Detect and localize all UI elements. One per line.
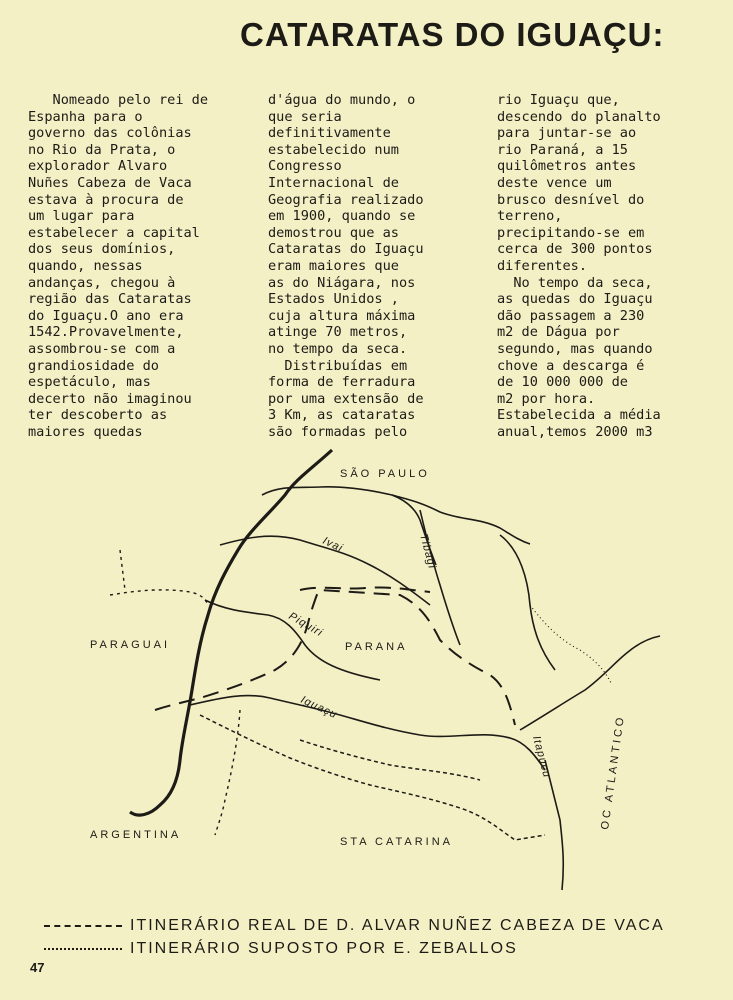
label-ivai: Ivai — [320, 534, 345, 555]
label-oc-atlantico: OC ATLANTICO — [599, 714, 628, 831]
article-column-3: rio Iguaçu que, descendo do planalto para juntar-se ao rio Paraná, a 15 quilômetros antes deste vence um brusco desnível do terreno, precipitando-se em cerca de 300 pontos diferentes. No tempo da seca, as quedas do Iguaçu dão passagem a 230 m2 de Dágua por segundo, mas quando chove a descarga é de 10 000 000 de m2 por hora. Estabelecida a média anual,temos 2000 m3 — [497, 92, 661, 440]
dashed-line-symbol — [44, 925, 122, 927]
legend-label: ITINERÁRIO REAL DE D. ALVAR NUÑEZ CABEZA DE VACA — [130, 917, 665, 934]
legend-real-itinerary — [44, 917, 665, 937]
paraguai-border — [110, 590, 208, 605]
parana-river-line — [130, 450, 332, 815]
map-of-parana-region — [0, 440, 733, 910]
article-column-1: Nomeado pelo rei de Espanha para o governo das colônias no Rio da Prata, o explorador Alvaro Nuñes Cabeza de Vaca estava à procura de um lugar para estabelecer a capital dos seus domínios, quando, nessas andanças, chegou à região das Cataratas do Iguaçu.O ano era 1542.Provavelmente, assombrou-se com a grandiosidade do espetáculo, mas decerto não imaginou ter descoberto as maiores quedas — [28, 92, 209, 440]
label-iguacu: Iguaçu — [298, 693, 340, 722]
label-sao-paulo: SÃO PAULO — [340, 468, 430, 480]
article-column-2: d'água do mundo, o que seria definitivamente estabelecido num Congresso Internacional de Geografia realizado em 1900, quando se demostrou que as Cataratas do Iguaçu eram maiores que as do Niágara, nos Estados Unidos , cuja altura máxima atinge 70 metros, no tempo da seca. Distribuídas em forma de ferradura por uma extensão de 3 Km, as cataratas são formadas pelo — [268, 92, 424, 440]
label-argentina: ARGENTINA — [90, 829, 182, 841]
page-number: 47 — [30, 960, 45, 975]
label-tibagi: Tibagi — [417, 532, 438, 571]
eastern-river-line — [500, 535, 555, 670]
legend-supposed-itinerary — [44, 940, 518, 960]
label-parana: PARANA — [345, 641, 408, 653]
label-piquiri: Piquiri — [286, 610, 326, 640]
coastline — [520, 636, 660, 730]
coast-dotted — [530, 605, 612, 685]
supposed-itinerary-route — [200, 715, 545, 840]
dotted-line-symbol — [44, 948, 122, 950]
legend-label: ITINERÁRIO SUPOSTO POR E. ZEBALLOS — [130, 940, 518, 957]
label-paraguai: PARAGUAI — [90, 639, 171, 651]
tibagi-river-line — [420, 510, 460, 645]
label-itapucu: Itapucu — [530, 734, 553, 780]
supposed-itinerary-upper — [300, 740, 480, 780]
page-title: CATARATAS DO IGUAÇU: — [240, 16, 665, 53]
tiete-river-line — [262, 487, 530, 544]
label-sta-catarina: STA CATARINA — [340, 836, 454, 848]
paraguai-border-north — [120, 550, 125, 590]
coastline-south — [545, 760, 563, 890]
